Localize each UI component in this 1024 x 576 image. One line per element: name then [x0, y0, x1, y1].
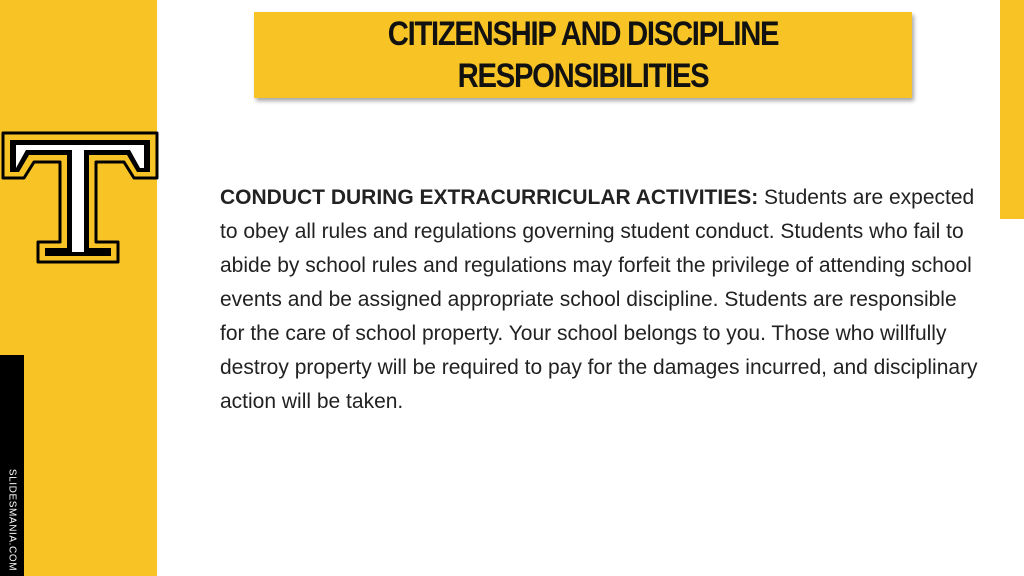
slide-title-line2: RESPONSIBILITIES	[457, 57, 709, 95]
letter-t-logo-icon	[0, 130, 160, 265]
slide-body	[220, 181, 980, 419]
slide-title-line1: CITIZENSHIP AND DISCIPLINE	[387, 15, 779, 53]
title-banner	[254, 12, 912, 98]
brand-text	[0, 470, 24, 570]
body-lead-heading: CONDUCT DURING EXTRACURRICULAR ACTIVITIES:	[220, 186, 759, 209]
slide-title	[388, 13, 778, 97]
brand-label: SLIDESMANIA.COM	[6, 468, 18, 572]
body-text: Students are expected to obey all rules and regulations governing student conduct. Students who fail to abide by school rules and regulations may forfeit the privilege of attending school events and be assigned appropriate school discipline. Students are responsible for the care of school property. Your school belongs to you. Those who willfully destroy property will be required to pay for the damages incurred, and disciplinary action will be taken.	[220, 186, 978, 413]
right-accent-strip	[1000, 0, 1024, 219]
